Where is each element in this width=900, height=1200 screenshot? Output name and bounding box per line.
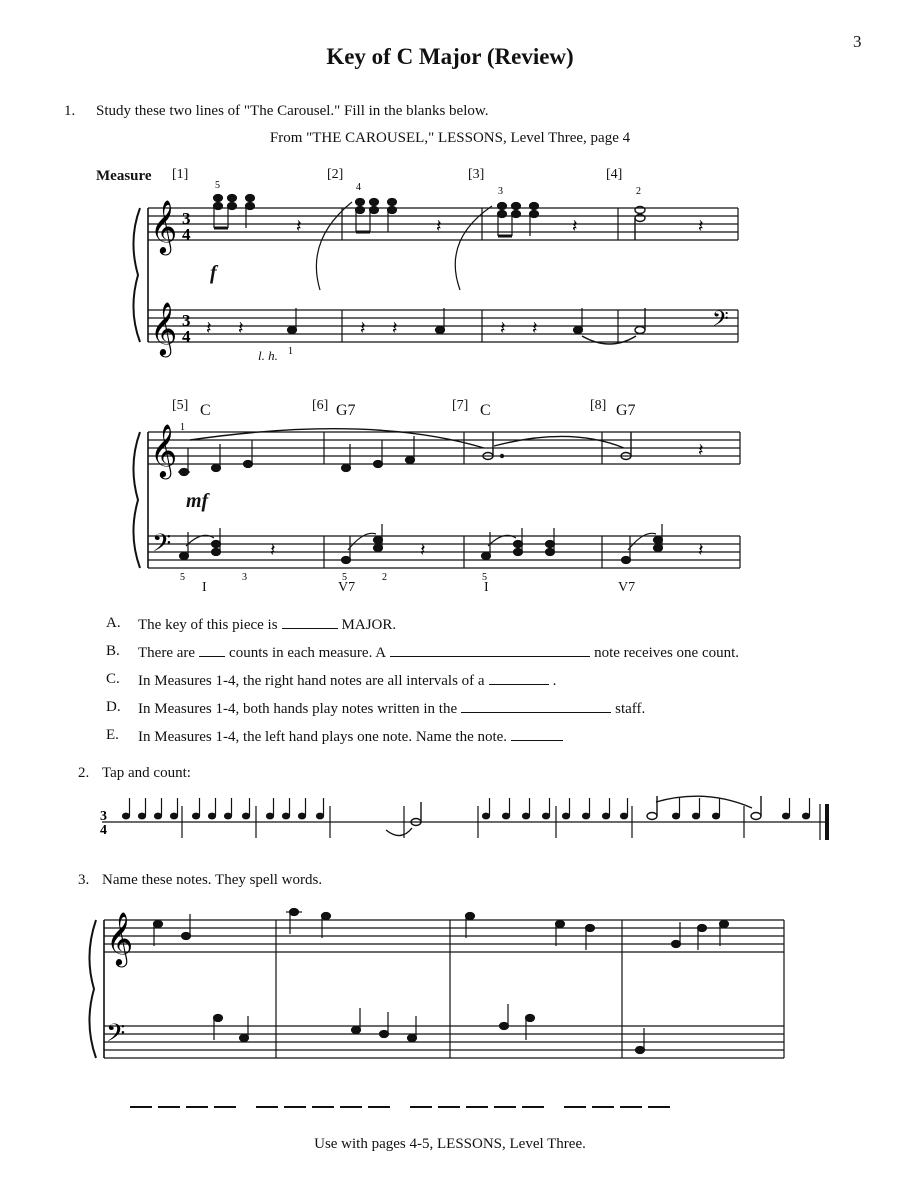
question-2-instruction: Tap and count: xyxy=(102,765,191,781)
question-1-instruction: Study these two lines of "The Carousel." Fill in the blanks below. xyxy=(96,103,489,119)
svg-text:𝄽: 𝄽 xyxy=(206,318,212,338)
word-letter-blank[interactable] xyxy=(592,1106,614,1108)
svg-text:3: 3 xyxy=(498,186,503,197)
svg-text:𝄽: 𝄽 xyxy=(500,318,506,338)
rhythm-note xyxy=(193,813,200,819)
treble-clef-icon: 𝄞 xyxy=(106,913,134,964)
svg-text:𝄽: 𝄽 xyxy=(420,540,426,560)
word-letter-blank[interactable] xyxy=(368,1106,390,1108)
answer-blank-b1[interactable] xyxy=(199,643,225,657)
svg-text:3: 3 xyxy=(242,572,247,583)
svg-text:𝄽: 𝄽 xyxy=(572,216,578,236)
svg-text:3: 3 xyxy=(100,809,107,824)
measure-number-8: [8] xyxy=(590,398,607,413)
rhythm-note xyxy=(243,813,250,819)
rhythm-note xyxy=(583,813,590,819)
question-1-number: 1. xyxy=(64,103,76,119)
svg-text:𝄽: 𝄽 xyxy=(238,318,244,338)
measure-number-1: [1] xyxy=(172,167,189,182)
question-d: D. In Measures 1-4, both hands play notes written in the staff. xyxy=(106,699,646,717)
footer-note: Use with pages 4-5, LESSONS, Level Three. xyxy=(314,1136,586,1152)
word-letter-blank[interactable] xyxy=(494,1106,516,1108)
svg-text:4: 4 xyxy=(100,823,107,838)
svg-text:𝄢: 𝄢 xyxy=(712,307,729,336)
measure-number-4: [4] xyxy=(606,167,623,182)
answer-blank-c[interactable] xyxy=(489,671,549,685)
rhythm-note xyxy=(523,813,530,819)
page-number: 3 xyxy=(853,32,862,51)
rhythm-note xyxy=(503,813,510,819)
rhythm-note xyxy=(123,813,130,819)
question-b: B. There are counts in each measure. A note receives one count. xyxy=(106,643,740,661)
answer-blank-a[interactable] xyxy=(282,615,338,629)
svg-text:𝄽: 𝄽 xyxy=(698,540,704,560)
source-citation: From "THE CAROUSEL," LESSONS, Level Three, page 4 xyxy=(269,130,631,146)
word-letter-blank[interactable] xyxy=(564,1106,586,1108)
svg-text:𝄽: 𝄽 xyxy=(436,216,442,236)
svg-text:2: 2 xyxy=(382,572,387,583)
svg-text:5: 5 xyxy=(342,572,347,583)
measure-label: Measure xyxy=(96,168,152,184)
word-letter-blank[interactable] xyxy=(438,1106,460,1108)
rhythm-note xyxy=(693,813,700,819)
svg-text:5: 5 xyxy=(215,180,220,191)
word-letter-blank[interactable] xyxy=(130,1106,152,1108)
word-letter-blank[interactable] xyxy=(648,1106,670,1108)
word-letter-blank[interactable] xyxy=(410,1106,432,1108)
rhythm-line xyxy=(96,792,846,852)
measure-number-5: [5] xyxy=(172,398,189,413)
dynamic-forte: f xyxy=(210,262,217,284)
word-letter-blank[interactable] xyxy=(284,1106,306,1108)
roman-numeral-2: V7 xyxy=(338,580,356,595)
word-letter-blank[interactable] xyxy=(522,1106,544,1108)
word-letter-blank[interactable] xyxy=(466,1106,488,1108)
chord-symbol-3: C xyxy=(480,402,491,419)
svg-text:𝄽: 𝄽 xyxy=(698,216,704,236)
rhythm-note xyxy=(155,813,162,819)
rhythm-note xyxy=(299,813,306,819)
rhythm-note xyxy=(171,813,178,819)
svg-text:3: 3 xyxy=(182,311,191,330)
question-c: C. In Measures 1-4, the right hand notes are all intervals of a . xyxy=(106,671,557,689)
rhythm-note xyxy=(543,813,550,819)
answer-blank-d[interactable] xyxy=(461,699,611,713)
dynamic-mezzo-forte: mf xyxy=(186,490,209,512)
svg-text:5: 5 xyxy=(482,572,487,583)
treble-clef-icon: 𝄞 xyxy=(150,201,178,252)
question-2-number: 2. xyxy=(78,765,90,781)
measure-number-3: [3] xyxy=(468,167,485,182)
word-letter-blank[interactable] xyxy=(312,1106,334,1108)
roman-numeral-4: V7 xyxy=(618,580,636,595)
treble-clef-icon: 𝄞 xyxy=(150,303,178,354)
chord-symbol-2: G7 xyxy=(336,402,356,419)
answer-blank-e[interactable] xyxy=(511,727,563,741)
svg-text:1: 1 xyxy=(180,422,185,433)
svg-text:𝄽: 𝄽 xyxy=(532,318,538,338)
rhythm-note xyxy=(673,813,680,819)
answer-blank-b2[interactable] xyxy=(390,643,590,657)
svg-text:𝄽: 𝄽 xyxy=(392,318,398,338)
svg-text:2: 2 xyxy=(636,186,641,197)
page-title: Key of C Major (Review) xyxy=(326,44,574,69)
svg-text:4: 4 xyxy=(182,225,191,244)
rhythm-note xyxy=(603,813,610,819)
rhythm-note xyxy=(283,813,290,819)
word-letter-blank[interactable] xyxy=(186,1106,208,1108)
note-naming-staff xyxy=(84,900,804,1080)
svg-text:𝄽: 𝄽 xyxy=(360,318,366,338)
chord-symbol-1: C xyxy=(200,402,211,419)
svg-text:1: 1 xyxy=(288,346,293,357)
svg-text:𝄽: 𝄽 xyxy=(296,216,302,236)
word-letter-blank[interactable] xyxy=(214,1106,236,1108)
measure-number-6: [6] xyxy=(312,398,329,413)
word-letter-blank[interactable] xyxy=(340,1106,362,1108)
svg-text:𝄽: 𝄽 xyxy=(698,440,704,460)
bass-clef-icon: 𝄢 xyxy=(106,1020,126,1053)
measure-number-2: [2] xyxy=(327,167,344,182)
rhythm-note xyxy=(317,813,324,819)
word-letter-blank[interactable] xyxy=(158,1106,180,1108)
word-letter-blank[interactable] xyxy=(620,1106,642,1108)
rhythm-note xyxy=(803,813,810,819)
roman-numeral-1: I xyxy=(202,580,207,595)
rhythm-note xyxy=(563,813,570,819)
question-3-number: 3. xyxy=(78,872,90,888)
rhythm-note xyxy=(225,813,232,819)
svg-text:3: 3 xyxy=(182,209,191,228)
roman-numeral-3: I xyxy=(484,580,489,595)
question-e: E. In Measures 1-4, the left hand plays one note. Name the note. xyxy=(106,727,826,747)
svg-text:𝄽: 𝄽 xyxy=(270,540,276,560)
rhythm-note xyxy=(209,813,216,819)
chord-symbol-4: G7 xyxy=(616,402,636,419)
word-answer-blanks xyxy=(130,1100,760,1112)
rhythm-note xyxy=(713,813,720,819)
word-letter-blank[interactable] xyxy=(256,1106,278,1108)
svg-text:4: 4 xyxy=(356,182,361,193)
rhythm-note xyxy=(783,813,790,819)
rhythm-note xyxy=(139,813,146,819)
measure-number-7: [7] xyxy=(452,398,469,413)
question-3-instruction: Name these notes. They spell words. xyxy=(102,872,323,888)
rhythm-note xyxy=(267,813,274,819)
music-system-2 xyxy=(120,420,760,600)
svg-text:5: 5 xyxy=(180,572,185,583)
bass-clef-icon: 𝄢 xyxy=(152,530,172,563)
left-hand-mark: l. h. xyxy=(258,348,278,363)
treble-clef-icon: 𝄞 xyxy=(150,425,178,476)
rhythm-note xyxy=(483,813,490,819)
rhythm-note xyxy=(621,813,628,819)
svg-text:4: 4 xyxy=(182,327,191,346)
question-a: A. The key of this piece is MAJOR. xyxy=(106,615,397,633)
